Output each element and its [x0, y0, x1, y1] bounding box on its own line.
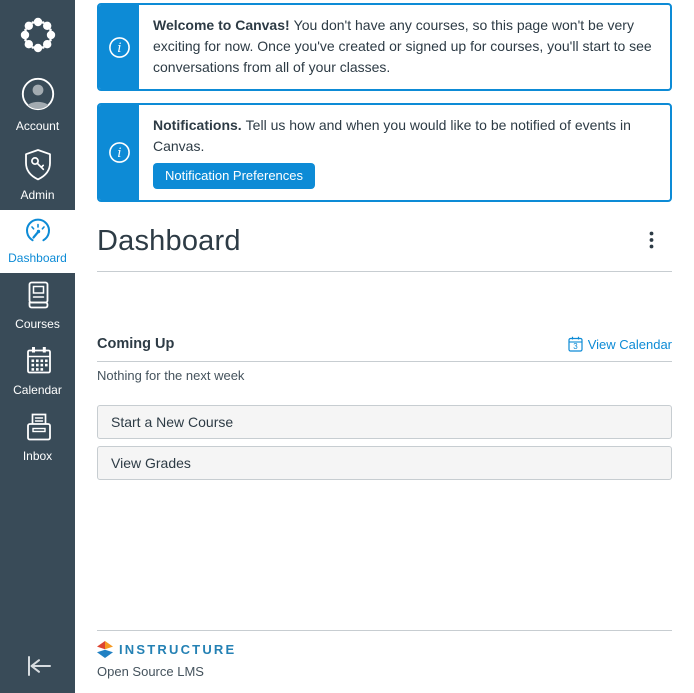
footer — [97, 630, 672, 693]
canvas-logo-icon — [15, 12, 61, 58]
collapse-sidebar-button[interactable] — [19, 652, 57, 683]
coming-up-empty-message: Nothing for the next week — [97, 368, 245, 383]
coming-up-header — [97, 336, 672, 352]
sidebar-item-dashboard[interactable] — [0, 210, 75, 273]
sidebar-item-label: Admin — [20, 188, 55, 202]
divider — [97, 630, 672, 631]
sidebar-item-label: Courses — [15, 317, 60, 331]
inbox-tray-icon — [0, 412, 75, 447]
notifications-alert — [97, 103, 672, 202]
coming-up-title: Coming Up — [97, 336, 175, 352]
alert-message — [139, 5, 670, 89]
collapse-sidebar-arrow-icon — [19, 652, 57, 680]
instructure-wordmark: INSTRUCTURE — [119, 642, 237, 657]
info-icon — [108, 36, 131, 59]
instructure-brand[interactable] — [97, 641, 672, 658]
sidebar-item-account[interactable] — [0, 69, 75, 141]
view-calendar-link[interactable] — [568, 336, 672, 352]
sidebar-spacer — [0, 471, 75, 652]
svg-text:3: 3 — [572, 342, 578, 351]
welcome-alert — [97, 3, 672, 91]
page-header — [97, 225, 672, 258]
sidebar-item-label: Inbox — [22, 449, 53, 463]
main-content — [75, 0, 694, 693]
page-title: Dashboard — [97, 225, 241, 257]
empty-activity-area — [97, 272, 672, 336]
gauge-icon — [0, 217, 75, 249]
dashboard-options-button[interactable] — [643, 227, 660, 256]
global-nav-sidebar — [0, 0, 75, 693]
info-icon — [108, 141, 131, 164]
notification-preferences-button[interactable]: Notification Preferences — [153, 163, 315, 189]
alert-accent-strip — [99, 105, 139, 200]
kebab-menu-icon — [649, 231, 654, 249]
sidebar-item-courses[interactable] — [0, 273, 75, 339]
sidebar-item-label: Account — [15, 119, 60, 133]
sidebar-item-calendar[interactable] — [0, 339, 75, 405]
view-grades-button[interactable]: View Grades — [97, 446, 672, 480]
start-new-course-button[interactable]: Start a New Course — [97, 405, 672, 439]
svg-text:i: i — [116, 146, 122, 162]
divider — [97, 361, 672, 362]
view-calendar-label: View Calendar — [587, 336, 672, 352]
mini-calendar-icon — [568, 336, 583, 352]
alert-title: Welcome to Canvas! — [153, 17, 290, 33]
footer-tagline: Open Source LMS — [97, 664, 204, 679]
global-nav-menu — [0, 69, 75, 471]
calendar-icon — [0, 346, 75, 381]
alert-accent-strip — [99, 5, 139, 89]
alert-body: You don't have any courses, so this page won't be very exciting for now. Once you've created or signed up for courses, you'll start to see conversations from all of your classes. — [153, 17, 652, 75]
user-avatar-icon — [0, 76, 75, 117]
book-icon — [0, 280, 75, 315]
svg-text:i: i — [116, 40, 122, 56]
alert-title: Notifications. — [153, 117, 242, 133]
sidebar-item-admin[interactable] — [0, 141, 75, 210]
instructure-logo-icon — [97, 641, 113, 658]
canvas-logo[interactable] — [15, 12, 61, 61]
sidebar-item-label: Calendar — [13, 383, 62, 397]
sidebar-item-label: Dashboard — [8, 251, 67, 265]
alert-message — [139, 105, 670, 200]
alert-body: Tell us how and when you would like to be notified of events in Canvas. — [153, 117, 631, 154]
sidebar-item-inbox[interactable] — [0, 405, 75, 471]
shield-key-icon — [0, 148, 75, 186]
